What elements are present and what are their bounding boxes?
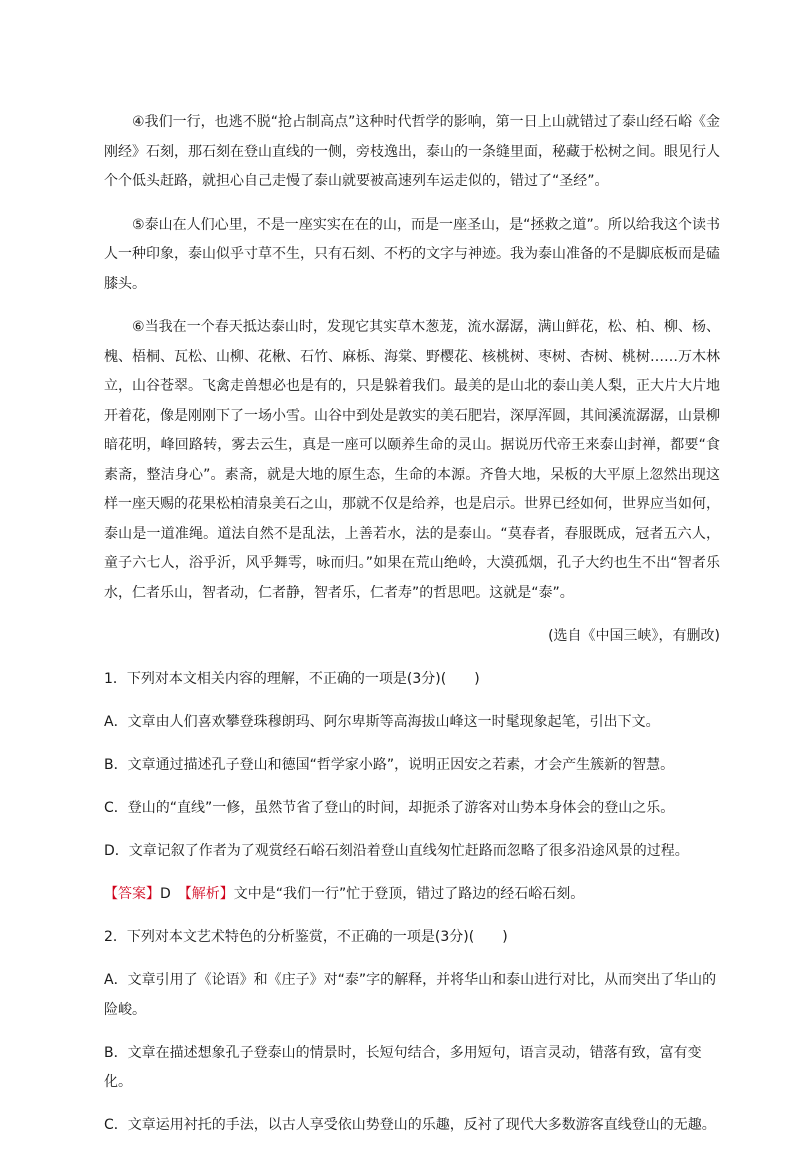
answer-tag: 【答案】 xyxy=(104,886,160,902)
document-page xyxy=(104,108,720,1154)
question-1-answer xyxy=(104,880,720,909)
question-1-option-a: A．文章由人们喜欢攀登珠穆朗玛、阿尔卑斯等高海拔山峰这一时髦现象起笔，引出下文。 xyxy=(104,714,660,730)
question-1-option-b: B．文章通过描述孔子登山和德国“哲学家小路”，说明正因安之若素，才会产生簇新的智慧。 xyxy=(104,757,675,773)
question-1-option-d: D．文章记叙了作者为了观赏经石峪石刻沿着登山直线匆忙赶路而忽略了很多沿途风景的过程。 xyxy=(104,843,689,859)
paragraph-5: ⑤泰山在人们心里，不是一座实实在在的山，而是一座圣山，是“拯救之道”。所以给我这个读书人一种印象，泰山似乎寸草不生，只有石刻、不朽的文字与神迹。我为泰山准备的不是脚底板而是磕膝头。 xyxy=(104,216,720,292)
question-1-stem: 1．下列对本文相关内容的理解，不正确的一项是(3分)( ) xyxy=(104,671,480,687)
analysis-text: 文中是“我们一行”忙于登顶，错过了路边的经石峪石刻。 xyxy=(233,886,585,902)
answer-value: D xyxy=(160,886,185,902)
question-2-option-c: C．文章运用衬托的手法，以古人享受依山势登山的乐趣，反衬了现代大多数游客直线登山的无趣。 xyxy=(104,1117,716,1133)
question-1-option-c: C．登山的“直线”一修，虽然节省了登山的时间，却扼杀了游客对山势本身体会的登山之乐。 xyxy=(104,800,675,816)
paragraph-4: ④我们一行，也逃不脱“抢占制高点”这种时代哲学的影响，第一日上山就错过了泰山经石峪《金刚经》石刻，那石刻在登山直线的一侧，旁枝逸出，泰山的一条缝里面，秘藏于松树之间。眼见行人个个低头赶路，就担心自己走慢了泰山就要被高速列车运走似的，错过了“圣经”。 xyxy=(104,114,720,189)
question-2-option-b: B．文章在描述想象孔子登泰山的情景时，长短句结合，多用短句，语言灵动，错落有致，富有变化。 xyxy=(104,1045,702,1090)
question-2-option-a: A．文章引用了《论语》和《庄子》对“泰”字的解释，并将华山和泰山进行对比，从而突出了华山的险峻。 xyxy=(104,972,717,1018)
analysis-tag: 【解析】 xyxy=(184,886,234,902)
paragraph-6: ⑥当我在一个春天抵达泰山时，发现它其实草木葱茏，流水潺潺，满山鲜花，松、柏、柳、杨、槐、梧桐、瓦松、山柳、花楸、石竹、麻栎、海棠、野樱花、核桃树、枣树、杏树、桃树……万木林立，山谷苍翠。飞禽走兽想必也是有的，只是躲着我们。最美的是山北的泰山美人梨，正大片大片地开着花，像是刚刚下了一场小雪。山谷中到处是敦实的美石肥岩，深厚浑圆，其间溪流潺潺，山景柳暗花明，峰回路转，雾去云生，真是一座可以颐养生命的灵山。据说历代帝王来泰山封禅，都要“食素斋，整洁身心”。素斋，就是大地的原生态，生命的本源。齐鲁大地，呆板的大平原上忽然出现这样一座天赐的花果松柏清泉美石之山，那就不仅是给养，也是启示。世界已经如何，世界应当如何，泰山是一道准绳。道法自然不是乱法，上善若水，法的是泰山。“莫春者，春服既成，冠者五六人，童子六七人，浴乎沂，风乎舞雩，咏而归。”如果在荒山绝岭，大漠孤烟，孔子大约也生不出“智者乐水，仁者乐山，智者动，仁者静，智者乐，仁者寿”的哲思吧。这就是“泰”。 xyxy=(104,319,720,601)
source-note: (选自《中国三峡》，有删改) xyxy=(548,628,720,644)
question-2-stem: 2．下列对本文艺术特色的分析鉴赏，不正确的一项是(3分)( ) xyxy=(104,929,508,945)
